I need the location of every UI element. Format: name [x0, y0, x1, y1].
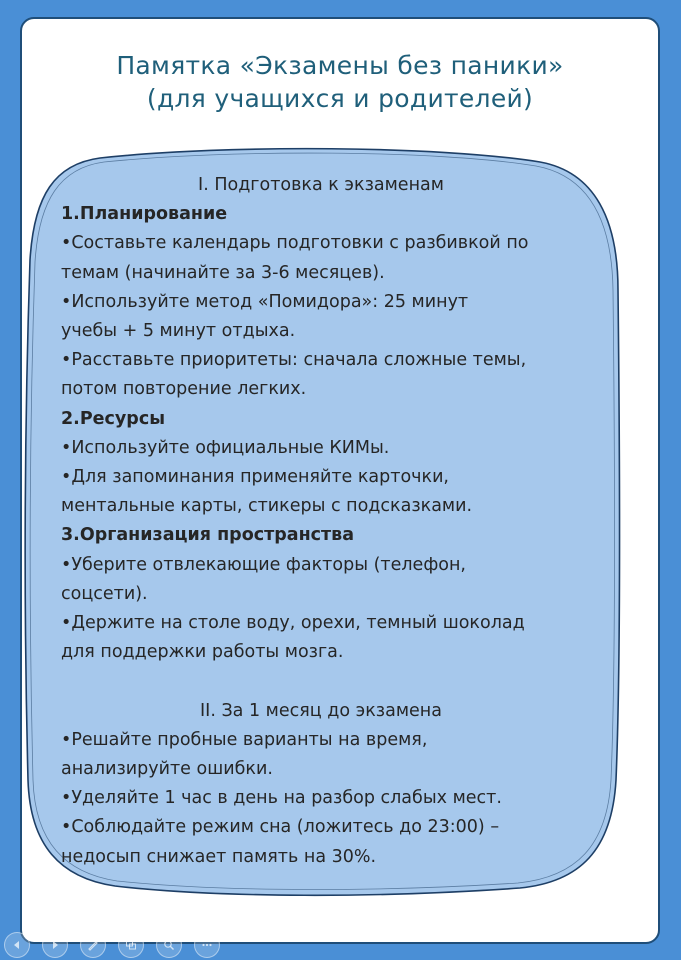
slides-icon: [124, 938, 138, 952]
title-line-2: (для учащихся и родителей): [146, 84, 534, 113]
pen-button[interactable]: [80, 932, 106, 958]
section-2-heading: II. За 1 месяц до экзамена: [200, 700, 442, 721]
memo-content: [61, 171, 581, 872]
prev-slide-button[interactable]: [4, 932, 30, 958]
next-icon: [48, 938, 62, 952]
slides-button[interactable]: [118, 932, 144, 958]
list-item: темам (начинайте за 3-6 месяцев).: [61, 262, 385, 283]
list-item: •Уделяйте 1 час в день на разбор слабых мест.: [61, 788, 502, 809]
list-item: •Составьте календарь подготовки с разбивкой по: [61, 233, 529, 254]
page-title: [22, 49, 658, 115]
list-item: •Для запоминания применяйте карточки,: [61, 467, 449, 488]
resources-heading: 2.Ресурсы: [61, 408, 166, 429]
zoom-button[interactable]: [156, 932, 182, 958]
title-line-1: Памятка «Экзамены без паники»: [116, 51, 564, 80]
planning-heading: 1.Планирование: [61, 204, 228, 225]
more-icon: [200, 938, 214, 952]
list-item: потом повторение легких.: [61, 379, 307, 400]
section-spacer: [61, 667, 581, 696]
list-item: •Держите на столе воду, орехи, темный шоколад: [61, 613, 525, 634]
list-item: •Уберите отвлекающие факторы (телефон,: [61, 554, 466, 575]
list-item: соцсети).: [61, 583, 148, 604]
list-item: •Расставьте приоритеты: сначала сложные темы,: [61, 350, 527, 371]
zoom-icon: [162, 938, 176, 952]
next-slide-button[interactable]: [42, 932, 68, 958]
list-item: •Используйте официальные КИМы.: [61, 437, 390, 458]
pen-icon: [86, 938, 100, 952]
space-heading: 3.Организация пространства: [61, 525, 355, 546]
list-item: анализируйте ошибки.: [61, 759, 273, 780]
more-button[interactable]: [194, 932, 220, 958]
section-1-heading: I. Подготовка к экзаменам: [198, 175, 444, 195]
list-item: •Используйте метод «Помидора»: 25 минут: [61, 291, 469, 312]
list-item: учебы + 5 минут отдыха.: [61, 321, 296, 342]
list-item: •Соблюдайте режим сна (ложитесь до 23:00) –: [61, 817, 500, 838]
list-item: ментальные карты, стикеры с подсказками.: [61, 496, 473, 517]
slideshow-toolbar: [4, 932, 220, 958]
list-item: для поддержки работы мозга.: [61, 642, 344, 663]
list-item: недосып снижает память на 30%.: [61, 846, 377, 867]
prev-icon: [10, 938, 24, 952]
list-item: •Решайте пробные варианты на время,: [61, 729, 428, 750]
